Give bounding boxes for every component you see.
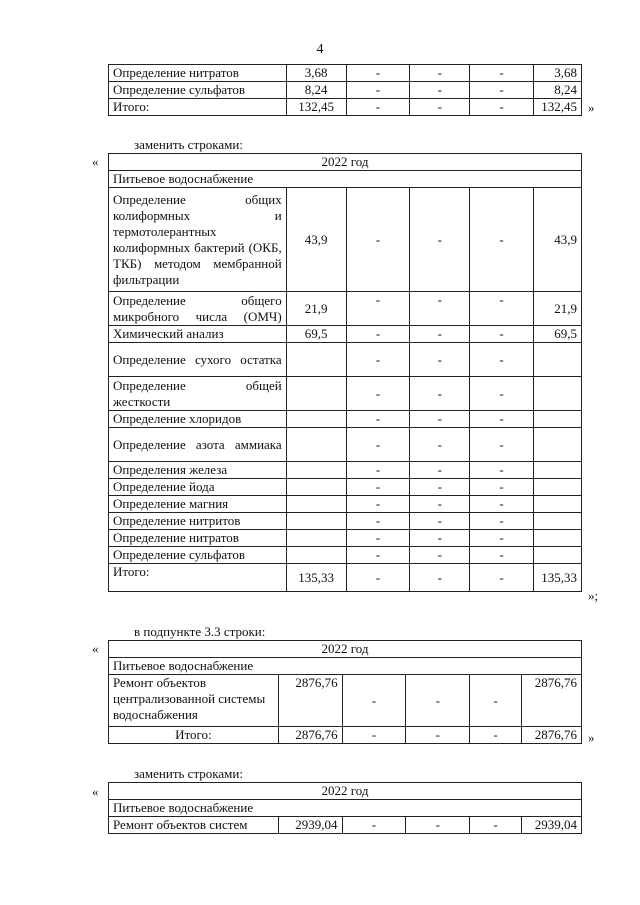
table-row — [109, 675, 582, 727]
table-row — [109, 82, 582, 99]
cell-value: - — [470, 513, 534, 530]
row-label: Итого: — [109, 564, 287, 592]
year-header: 2022 год — [109, 783, 582, 800]
cell-value: - — [470, 817, 522, 834]
row-label: Химический анализ — [109, 326, 287, 343]
cell-value: - — [470, 675, 522, 727]
cell-value: - — [346, 547, 410, 564]
cell-value — [286, 411, 346, 428]
cell-value: - — [470, 326, 534, 343]
cell-value: - — [346, 377, 410, 411]
cell-value: - — [410, 564, 470, 592]
cell-value: - — [410, 326, 470, 343]
cell-value: 21,9 — [533, 292, 581, 326]
close-quote: » — [588, 730, 595, 745]
cell-value: - — [410, 377, 470, 411]
row-label: Определение нитратов — [109, 530, 287, 547]
cell-value — [286, 479, 346, 496]
cell-value: - — [470, 428, 534, 462]
cell-value: - — [346, 462, 410, 479]
cell-value: - — [470, 530, 534, 547]
open-quote: « — [92, 784, 99, 799]
cell-value — [533, 496, 581, 513]
cell-value: 2876,76 — [522, 675, 582, 727]
section-header: Питьевое водоснабжение — [109, 658, 582, 675]
cell-value: - — [470, 727, 522, 744]
cell-value: - — [410, 530, 470, 547]
table-row — [109, 641, 582, 658]
cell-value: - — [470, 547, 534, 564]
cell-value: - — [470, 462, 534, 479]
open-quote: « — [92, 154, 99, 169]
cell-value: - — [410, 99, 470, 116]
cell-value: - — [342, 675, 406, 727]
cell-value: - — [346, 564, 410, 592]
cell-value: 43,9 — [533, 188, 581, 292]
cell-value: 2876,76 — [278, 727, 342, 744]
row-label: Итого: — [109, 727, 279, 744]
instruction-text: в подпункте 3.3 строки: — [134, 624, 266, 639]
cell-value: - — [346, 65, 410, 82]
table-row — [109, 513, 582, 530]
cell-value: - — [470, 343, 534, 377]
cell-value: 43,9 — [286, 188, 346, 292]
row-label: Итого: — [109, 99, 287, 116]
table-subpoint — [108, 640, 582, 744]
row-label: Определение сульфатов — [109, 547, 287, 564]
cell-value: 135,33 — [533, 564, 581, 592]
cell-value: - — [346, 188, 410, 292]
cell-value — [286, 547, 346, 564]
cell-value: - — [346, 479, 410, 496]
table-row — [109, 817, 582, 834]
row-label: Определение азота аммиака — [109, 428, 287, 462]
cell-value: 132,45 — [286, 99, 346, 116]
cell-value: - — [346, 99, 410, 116]
cell-value: - — [410, 496, 470, 513]
cell-value: - — [346, 496, 410, 513]
cell-value: - — [470, 82, 534, 99]
cell-value — [533, 411, 581, 428]
cell-value — [286, 428, 346, 462]
table-row — [109, 188, 582, 292]
table-replacement-2 — [108, 782, 582, 834]
row-label: Определение общей жесткости — [109, 377, 287, 411]
cell-value — [286, 496, 346, 513]
table-continued — [108, 64, 582, 116]
table-row — [109, 428, 582, 462]
cell-value: - — [410, 411, 470, 428]
section-header: Питьевое водоснабжение — [109, 171, 582, 188]
row-label: Определение нитратов — [109, 65, 287, 82]
row-label: Определение сульфатов — [109, 82, 287, 99]
table-row — [109, 496, 582, 513]
instruction-text: заменить строками: — [134, 137, 243, 152]
table-row — [109, 343, 582, 377]
table-row — [109, 292, 582, 326]
cell-value: - — [410, 547, 470, 564]
row-label: Определение нитритов — [109, 513, 287, 530]
cell-value: 3,68 — [533, 65, 581, 82]
cell-value: - — [346, 343, 410, 377]
cell-value: - — [406, 817, 470, 834]
cell-value: 132,45 — [533, 99, 581, 116]
table-row — [109, 783, 582, 800]
close-quote: » — [588, 100, 595, 115]
table-row — [109, 65, 582, 82]
row-label: Определение магния — [109, 496, 287, 513]
cell-value: - — [406, 727, 470, 744]
cell-value: - — [346, 513, 410, 530]
cell-value: - — [410, 82, 470, 99]
cell-value — [286, 343, 346, 377]
row-label: Определение хлоридов — [109, 411, 287, 428]
year-header: 2022 год — [109, 154, 582, 171]
cell-value: 69,5 — [533, 326, 581, 343]
cell-value: - — [346, 530, 410, 547]
table-row — [109, 171, 582, 188]
cell-value — [533, 428, 581, 462]
close-quote: »; — [588, 588, 599, 603]
cell-value: 21,9 — [286, 292, 346, 326]
cell-value: - — [406, 675, 470, 727]
table-row — [109, 800, 582, 817]
table-row — [109, 658, 582, 675]
cell-value: - — [342, 727, 406, 744]
cell-value — [533, 530, 581, 547]
cell-value: - — [470, 65, 534, 82]
cell-value: - — [470, 292, 534, 326]
row-label: Ремонт объектов централизованной системы водоснабжения — [109, 675, 279, 727]
cell-value: - — [410, 462, 470, 479]
cell-value — [286, 530, 346, 547]
table-row — [109, 326, 582, 343]
cell-value: - — [346, 428, 410, 462]
cell-value: 2876,76 — [278, 675, 342, 727]
instruction-text: заменить строками: — [134, 766, 243, 781]
cell-value: - — [470, 479, 534, 496]
cell-value: - — [410, 428, 470, 462]
cell-value: - — [346, 292, 410, 326]
cell-value: 8,24 — [533, 82, 581, 99]
cell-value — [286, 513, 346, 530]
cell-value: - — [410, 513, 470, 530]
cell-value: - — [410, 343, 470, 377]
row-label: Определение общего микробного числа (ОМЧ) — [109, 292, 287, 326]
row-label: Ремонт объектов систем — [109, 817, 279, 834]
cell-value: - — [410, 292, 470, 326]
cell-value: - — [410, 188, 470, 292]
page-number: 4 — [316, 42, 324, 57]
table-row — [109, 462, 582, 479]
row-label: Определение общих колиформных и термотолерантных колиформных бактерий (ОКБ, ТКБ) методом мембранной фильтрации — [109, 188, 287, 292]
cell-value: - — [470, 496, 534, 513]
cell-value — [533, 479, 581, 496]
cell-value: - — [470, 411, 534, 428]
table-row — [109, 99, 582, 116]
cell-value: 8,24 — [286, 82, 346, 99]
cell-value: - — [346, 82, 410, 99]
cell-value: - — [470, 564, 534, 592]
cell-value — [533, 462, 581, 479]
row-label: Определение йода — [109, 479, 287, 496]
table-row — [109, 411, 582, 428]
cell-value: 3,68 — [286, 65, 346, 82]
table-row — [109, 564, 582, 592]
cell-value: - — [346, 411, 410, 428]
cell-value: - — [470, 377, 534, 411]
open-quote: « — [92, 641, 99, 656]
cell-value — [533, 547, 581, 564]
cell-value — [533, 343, 581, 377]
cell-value — [286, 462, 346, 479]
cell-value: 2939,04 — [522, 817, 582, 834]
cell-value: 135,33 — [286, 564, 346, 592]
table-row — [109, 479, 582, 496]
row-label: Определения железа — [109, 462, 287, 479]
cell-value — [533, 377, 581, 411]
cell-value — [286, 377, 346, 411]
table-row — [109, 547, 582, 564]
table-row — [109, 154, 582, 171]
cell-value: - — [410, 65, 470, 82]
cell-value: - — [470, 99, 534, 116]
cell-value: - — [410, 479, 470, 496]
section-header: Питьевое водоснабжение — [109, 800, 582, 817]
cell-value — [533, 513, 581, 530]
table-replacement — [108, 153, 582, 592]
cell-value: 2939,04 — [278, 817, 342, 834]
row-label: Определение сухого остатка — [109, 343, 287, 377]
cell-value: 69,5 — [286, 326, 346, 343]
cell-value: - — [346, 326, 410, 343]
year-header: 2022 год — [109, 641, 582, 658]
cell-value: - — [342, 817, 406, 834]
table-row — [109, 530, 582, 547]
cell-value: - — [470, 188, 534, 292]
cell-value: 2876,76 — [522, 727, 582, 744]
table-row — [109, 377, 582, 411]
table-row — [109, 727, 582, 744]
